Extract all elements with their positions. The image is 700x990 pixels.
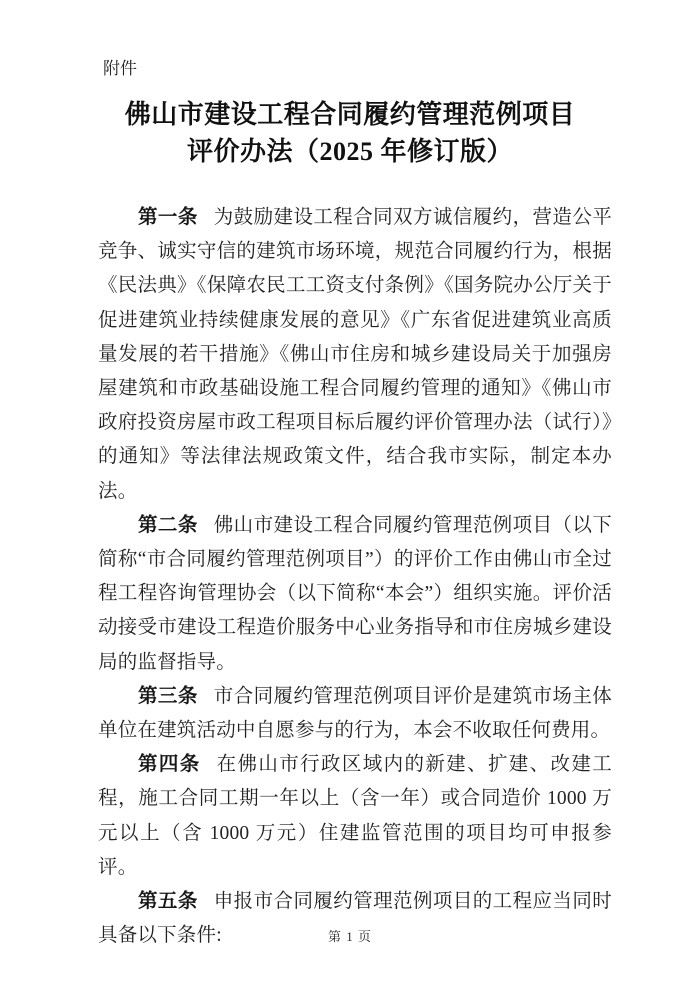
document-body <box>98 201 612 953</box>
page-number: 第 1 页 <box>327 929 372 944</box>
article-label-5: 第五条 <box>138 891 198 913</box>
article-paragraph-4 <box>98 748 612 885</box>
document-title <box>40 96 660 170</box>
article-paragraph-2 <box>98 509 612 680</box>
article-label-2: 第二条 <box>138 514 198 536</box>
article-label-3: 第三条 <box>138 685 198 707</box>
article-text-3: 市合同履约管理范例项目评价是建筑市场主体单位在建筑活动中自愿参与的行为，本会不收取任何费用。 <box>98 685 612 742</box>
document-title-line1: 佛山市建设工程合同履约管理范例项目 <box>124 100 576 129</box>
article-label-1: 第一条 <box>138 207 198 228</box>
article-paragraph-3 <box>98 680 612 748</box>
document-title-line2: 评价办法（2025 年修订版） <box>186 137 513 166</box>
attachment-label: 附件 <box>103 59 137 78</box>
article-label-4: 第四条 <box>138 754 201 776</box>
article-paragraph-1 <box>98 201 612 509</box>
article-text-5: 申报市合同履约管理范例项目的工程应当同时具备以下条件: <box>98 891 612 947</box>
article-text-1: 为鼓励建设工程合同双方诚信履约，营造公平竞争、诚实守信的建筑市场环境，规范合同履约行为，根据《民法典》《保障农民工工资支付条例》《国务院办公厅关于促进建筑业持续健康发展的意见》《广东省促进建筑业高质量发展的若干措施》《佛山市住房和城乡建设局关于加强房屋建筑和市政基础设施工程合同履约管理的通知》《佛山市政府投资房屋市政工程项目标后履约评价管理办法（试行）》的通知》等法律法规政策文件，结合我市实际，制定本办法。 <box>98 207 612 502</box>
article-text-2: 佛山市建设工程合同履约管理范例项目（以下简称“市合同履约管理范例项目”）的评价工作由佛山市全过程工程咨询管理协会（以下简称“本会”）组织实施。评价活动接受市建设工程造价服务中心业务指导和市住房城乡建设局的监督指导。 <box>98 514 612 673</box>
article-text-4: 在佛山市行政区域内的新建、扩建、改建工程，施工合同工期一年以上（含一年）或合同造价 1000 万元以上（含 1000 万元）住建监管范围的项目均可申报参评。 <box>98 754 612 878</box>
